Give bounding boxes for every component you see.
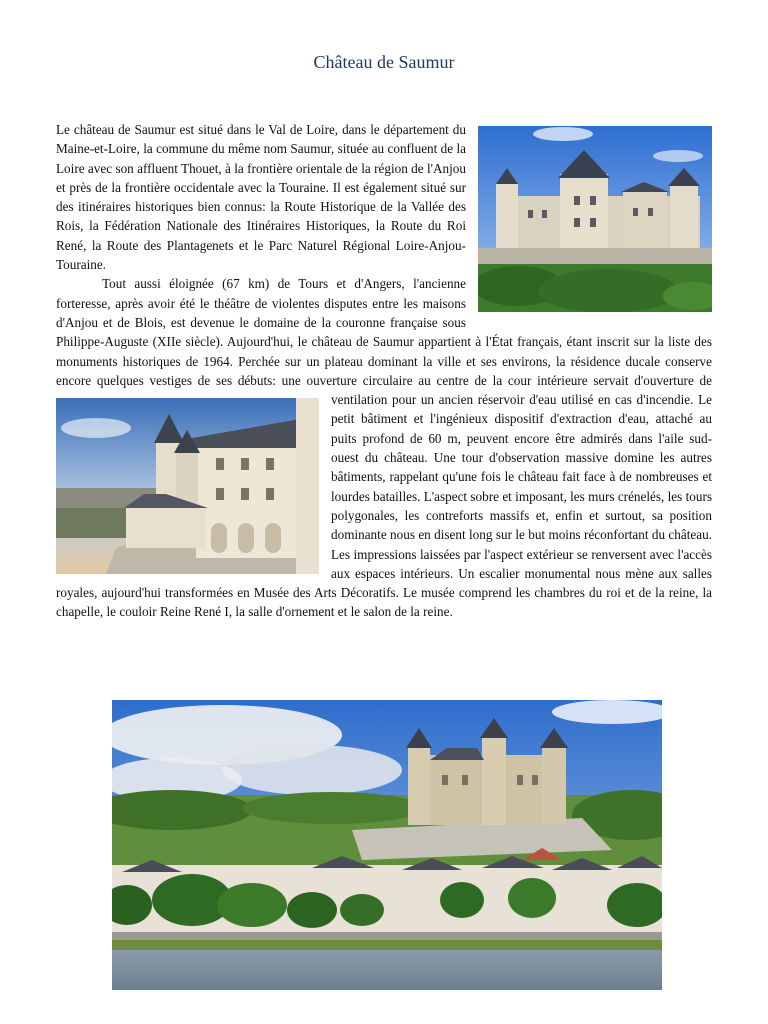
paragraph-2-part-a: Tout aussi éloignée (67 km) de Tours et d'Angers, l'ancienne forteresse, après avoir été le théâtre de violentes disputes entre les maisons d'Anjou et de Blois, est devenue le domaine de la couronne française sous Philippe-Auguste (XIIe siècle). Aujourd'hui, le château de Saumur appartient à l'État français, étant inscrit sur la liste des monuments historiques de 1964. Perchée sur un plateau dominant la ville et ses environs, la résidence ducale conserve encore quelques vestiges de ses débuts: une ouverture circulaire au centre de la cour intérieure servait d'ouverture de ventilation pour un [56,276,712,408]
castle-exterior-photo [478,126,712,312]
castle-courtyard-photo [56,398,319,574]
paragraph-2 [56,274,712,621]
castle-town-river-photo [112,700,662,990]
paragraph-2-part-b: ancien réservoir d'eau utilisé en cas d'incendie. Le petit bâtiment et l'ingénieux dispositif d'extraction d'eau, attaché au puits profond de 60 m, peuvent encore être admirés dans l'aile sud-ouest du château. Une tour d'observation massive domine les autres bâtiments, rappelant qu'une fois le château fait face à de nombreuses et lourdes batailles. L'aspect sobre et imposant, les murs crénelés, les tours polygonales, les contreforts massifs et, enfin et surtout, sa position dominante nous en disent long sur le but moins réconfortant du château. Les impressions laissées par l'aspect extérieur se renversent avec l'accès aux espaces intérieurs. Un escalier monumental nous mène aux salles royales, aujourd'hui transformées en Musée des Arts Décoratifs. Le musée comprend les chambres du roi et de la reine, la chapelle, le couloir Reine René I, la salle d'ornement et le salon de la reine. [56,392,712,620]
paragraph-1: Le château de Saumur est situé dans le Val de Loire, dans le département du Maine-et-Loire, la commune du même nom Saumur, située au confluent de la Loire avec son affluent Thouet, à la frontière orientale de la région de l'Anjou et près de la frontière occidentale avec la Touraine. Il est également situé sur des itinéraires historiques bien connus: la Route Historique de la Vallée des Rois, la Fédération Nationale des Itinéraires Historiques, la Route du Roi René, la Route des Plantagenets et le Parc Naturel Régional Loire-Anjou-Touraine. [56,122,466,273]
page-title: Château de Saumur [313,52,455,72]
body-text [56,120,712,622]
